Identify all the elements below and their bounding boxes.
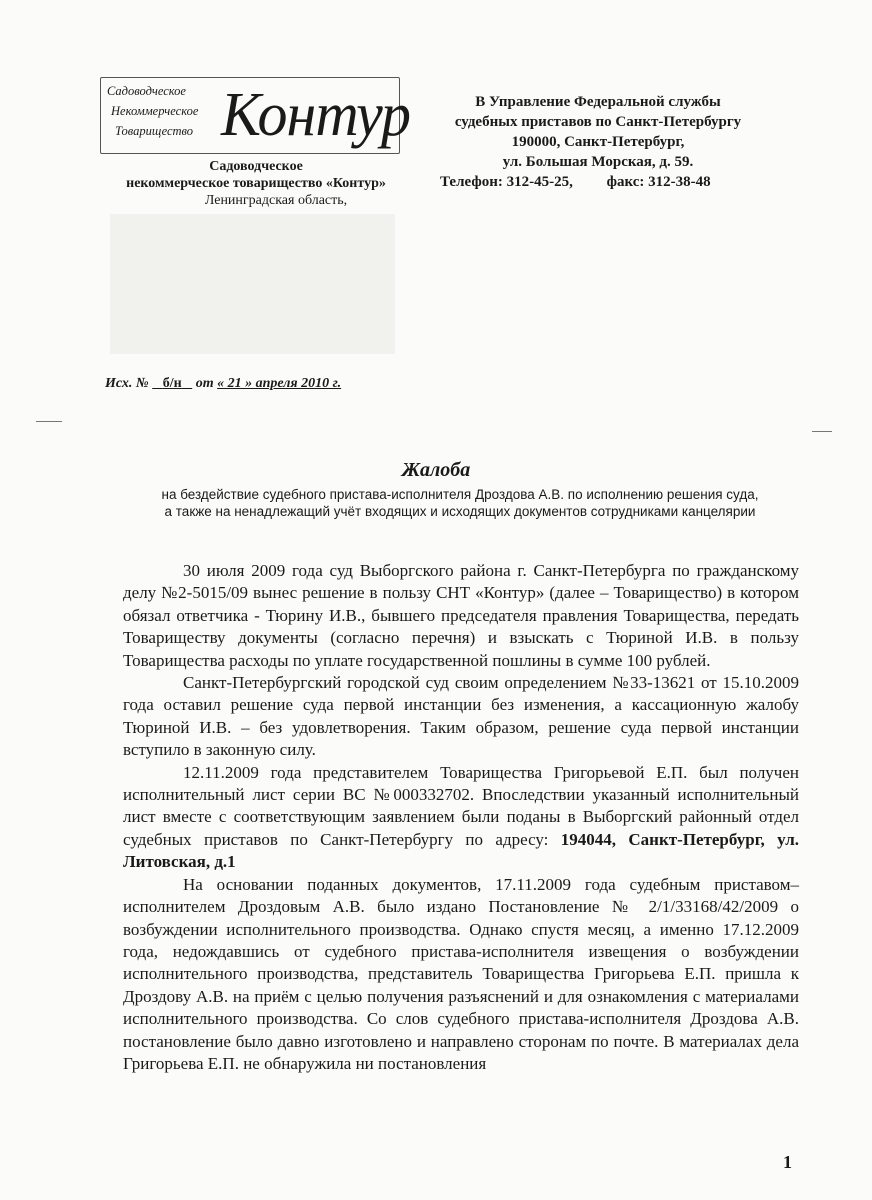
redacted-address-area	[110, 214, 395, 354]
paragraph-4: На основании поданных документов, 17.11.2009 года судебным приставом–исполнителем Дроздовым А.В. было издано Постановление № 2/1/33168/42/2009 о возбуждении исполнительного производства. Однако спустя месяц, а именно 17.12.2009 года, недождавшись от судебного пристава-исполнителя извещения о возбуждении исполнительного производства, представитель Товарищества Григорьева Е.П. пришла к Дроздову А.В. на приём с целью получения разъяснений и для ознакомления с материалами исполнительного производства. Со слов судебного пристава-исполнителя Дроздова А.В. постановление было давно изготовлено и направлено сторонам по почте. В материалах дела Григорьева Е.П. не обнаружила ни постановления	[123, 874, 799, 1073]
document-subtitle	[120, 486, 800, 520]
page-number: 1	[783, 1152, 792, 1172]
outgoing-number	[105, 376, 341, 392]
organization-logo	[100, 77, 410, 154]
document-body	[123, 560, 799, 1075]
sender-name-line1: Садоводческое	[209, 159, 303, 174]
paragraph-2: Санкт-Петербургский городской суд своим определением №33-13621 от 15.10.2009 года оставил решение суда первой инстанции без изменения, а кассационную жалобу Тюриной И.В. – без удовлетворения. Таким образом, решение суда первой инстанции вступило в законную силу.	[123, 673, 799, 760]
logo-text-line3: Товарищество	[115, 124, 194, 138]
paragraph-3-text: 12.11.2009 года представителем Товарищества Григорьевой Е.П. был получен исполнительный лист серии ВС №000332702. Впоследствии указанный исполнительный лист вместе с соответствующим заявлением были поданы в Выборгский районный отдел судебных приставов по Санкт-Петербургу по адресу:	[123, 762, 799, 849]
recipient-line3: 190000, Санкт-Петербург,	[511, 134, 685, 150]
document-title: Жалоба	[401, 459, 471, 481]
recipient-line1: В Управление Федеральной службы	[475, 94, 721, 110]
recipient-phone: Телефон: 312-45-25, факс: 312-38-48	[440, 174, 711, 190]
recipient-line2: судебных приставов по Санкт-Петербургу	[454, 114, 742, 130]
sender-block	[96, 158, 416, 209]
paragraph-3-address: 194044, Санкт-Петербург, ул. Литовская, д.1	[123, 829, 799, 872]
sender-name-line2: некоммерческое товарищество «Контур»	[126, 176, 386, 191]
recipient-line4: ул. Большая Морская, д. 59.	[502, 154, 694, 170]
outgoing-date: « 21 » апреля 2010 г.	[217, 376, 342, 391]
subtitle-line1: на бездействие судебного пристава-исполнителя Дроздова А.В. по исполнению решения суда,	[161, 487, 759, 502]
logo-brand-name: Контур	[221, 79, 410, 149]
outgoing-number-value: б/н	[162, 376, 182, 391]
margin-mark-right	[812, 431, 832, 432]
margin-mark-left	[36, 421, 62, 422]
logo-text-line1: Садоводческое	[107, 84, 186, 98]
logo-text-line2: Некоммерческое	[111, 104, 199, 118]
recipient-block	[418, 92, 778, 192]
sender-address: Ленинградская область,	[204, 193, 348, 208]
subtitle-line2: а также на ненадлежащий учёт входящих и исходящих документов сотрудниками канцелярии	[164, 504, 756, 519]
paragraph-1: 30 июля 2009 года суд Выборгского района г. Санкт-Петербурга по гражданскому делу №2-5015/09 вынес решение в пользу СНТ «Контур» (далее – Товарищество) в котором обязал ответчика - Тюрину И.В., бывшего председателя правления Товарищества, передать Товариществу документы (согласно перечня) и взыскать с Тюриной И.В. в пользу Товарищества расходы по уплате государственной пошлины в сумме 100 рублей.	[123, 561, 799, 670]
paragraph-3	[123, 762, 799, 874]
outgoing-prefix: Исх. №	[105, 376, 149, 391]
outgoing-from: от	[195, 376, 214, 391]
